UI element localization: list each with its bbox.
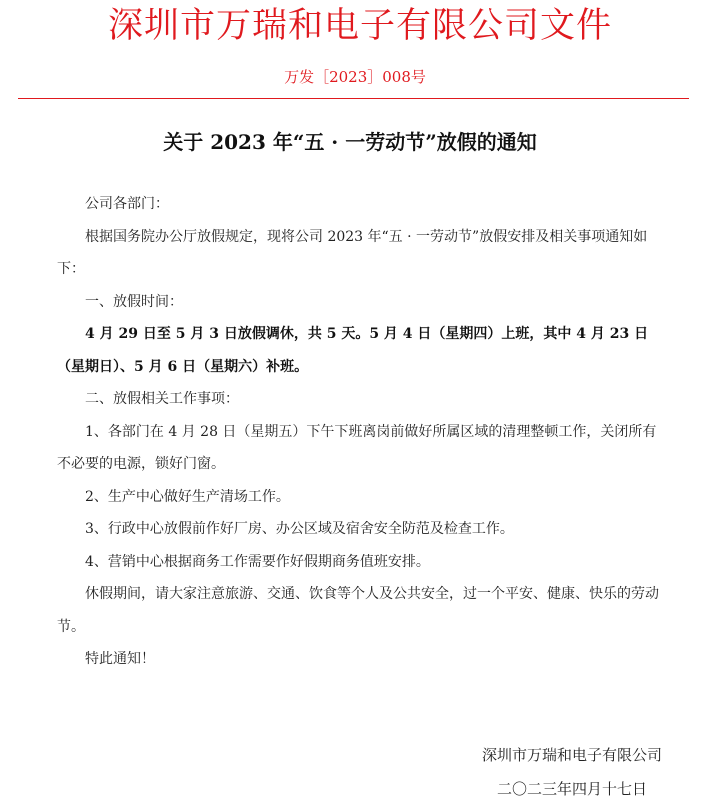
work-item: 4、营销中心根据商务工作需要作好假期商务值班安排。 [85,553,430,570]
section-heading-holiday-time: 一、放假时间： [85,293,183,310]
closing-line: 特此通知！ [85,651,155,667]
signature-company: 深圳市万瑞和电子有限公司 [481,746,662,764]
intro-paragraph: 根据国务院办公厅放假规定，现将公司 2023 年“五 · 一劳动节”放假安排及相关事项通知如下： [57,228,648,277]
header-divider-line [18,98,689,99]
holiday-schedule-detail: 4 月 29 日至 5 月 3 日放假调休，共 5 天。5 月 4 日（星期四）上班，其中 4 月 23 日（星期日）、5 月 6 日（星期六）补班。 [57,326,649,375]
notice-title: 关于 2023 年“五 · 一劳动节”放假的通知 [163,130,537,154]
section-heading-work-items: 二、放假相关工作事项： [85,391,239,407]
work-item: 3、行政中心放假前作好厂房、办公区域及宿舍安全防范及检查工作。 [85,521,514,537]
organization-header: 深圳市万瑞和电子有限公司文件 [107,6,612,46]
work-item: 2、生产中心做好生产清场工作。 [85,488,290,505]
notice-body [57,188,662,676]
safety-reminder: 休假期间，请大家注意旅游、交通、饮食等个人及公共安全，过一个平安、健康、快乐的劳动节。 [57,586,659,635]
salutation: 公司各部门： [85,196,169,212]
document-number: 万发［2023］008号 [284,68,426,86]
signature-date: 二〇二三年四月十七日 [496,780,647,798]
work-item: 1、各部门在 4 月 28 日（星期五）下午下班离岗前做好所属区域的清理整顿工作，关闭所有不必要的电源，锁好门窗。 [57,423,657,472]
signature-block [482,738,662,806]
